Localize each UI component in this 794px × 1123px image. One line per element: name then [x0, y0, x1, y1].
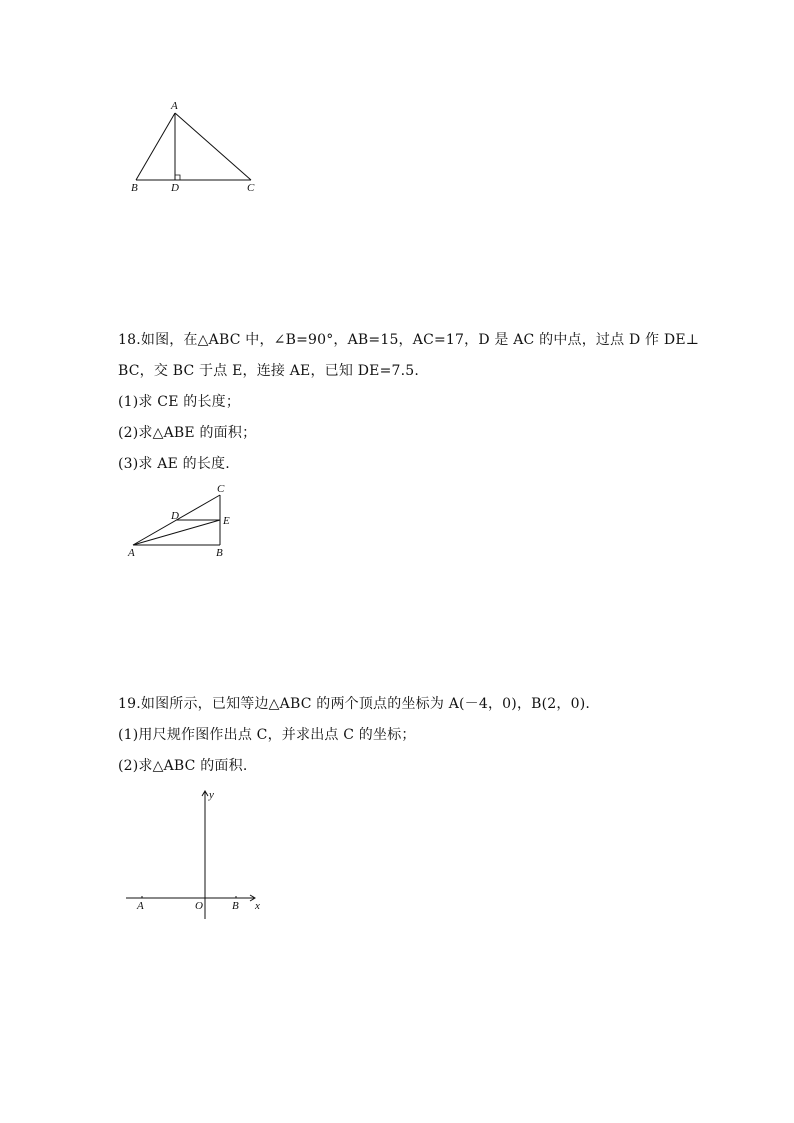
problem18-statement-line2: BC，交 BC 于点 E，连接 AE，已知 DE=7.5.	[118, 363, 420, 379]
label-y: y	[209, 789, 214, 801]
label-a: A	[137, 900, 144, 912]
label-b: B	[232, 900, 239, 912]
problem19-part2: (2)求△ABC 的面积.	[118, 758, 248, 774]
label-d: D	[171, 182, 179, 194]
label-e: E	[223, 515, 230, 527]
problem19-statement-line1: 19.如图所示，已知等边△ABC 的两个顶点的坐标为 A(－4，0)，B(2，0).	[118, 696, 591, 712]
label-c: C	[247, 182, 255, 194]
problem19-part1: (1)用尺规作图作出点 C，并求出点 C 的坐标；	[118, 727, 416, 743]
triangle-abc-altitude-figure	[120, 95, 270, 200]
triangle-abc-de-figure	[120, 480, 250, 565]
segment-ab	[136, 113, 175, 180]
label-b: B	[216, 547, 223, 559]
problem18-statement-line1: 18.如图，在△ABC 中，∠B=90°，AB=15，AC=17，D 是 AC 的中点，过点 D 作 DE⊥	[118, 332, 700, 348]
label-d: D	[171, 510, 179, 522]
right-angle-mark	[175, 175, 180, 180]
label-b: B	[131, 182, 138, 194]
label-c: C	[217, 483, 225, 495]
problem18-part3: (3)求 AE 的长度.	[118, 456, 230, 472]
label-o: O	[195, 900, 203, 912]
label-a: A	[128, 547, 135, 559]
label-a: A	[171, 100, 178, 112]
segment-ae	[133, 520, 220, 545]
label-x: x	[255, 900, 260, 912]
problem18-part2: (2)求△ABE 的面积；	[118, 425, 257, 441]
problem18-part1: (1)求 CE 的长度；	[118, 394, 241, 410]
coordinate-axes-figure	[120, 785, 280, 925]
segment-ac	[175, 113, 251, 180]
